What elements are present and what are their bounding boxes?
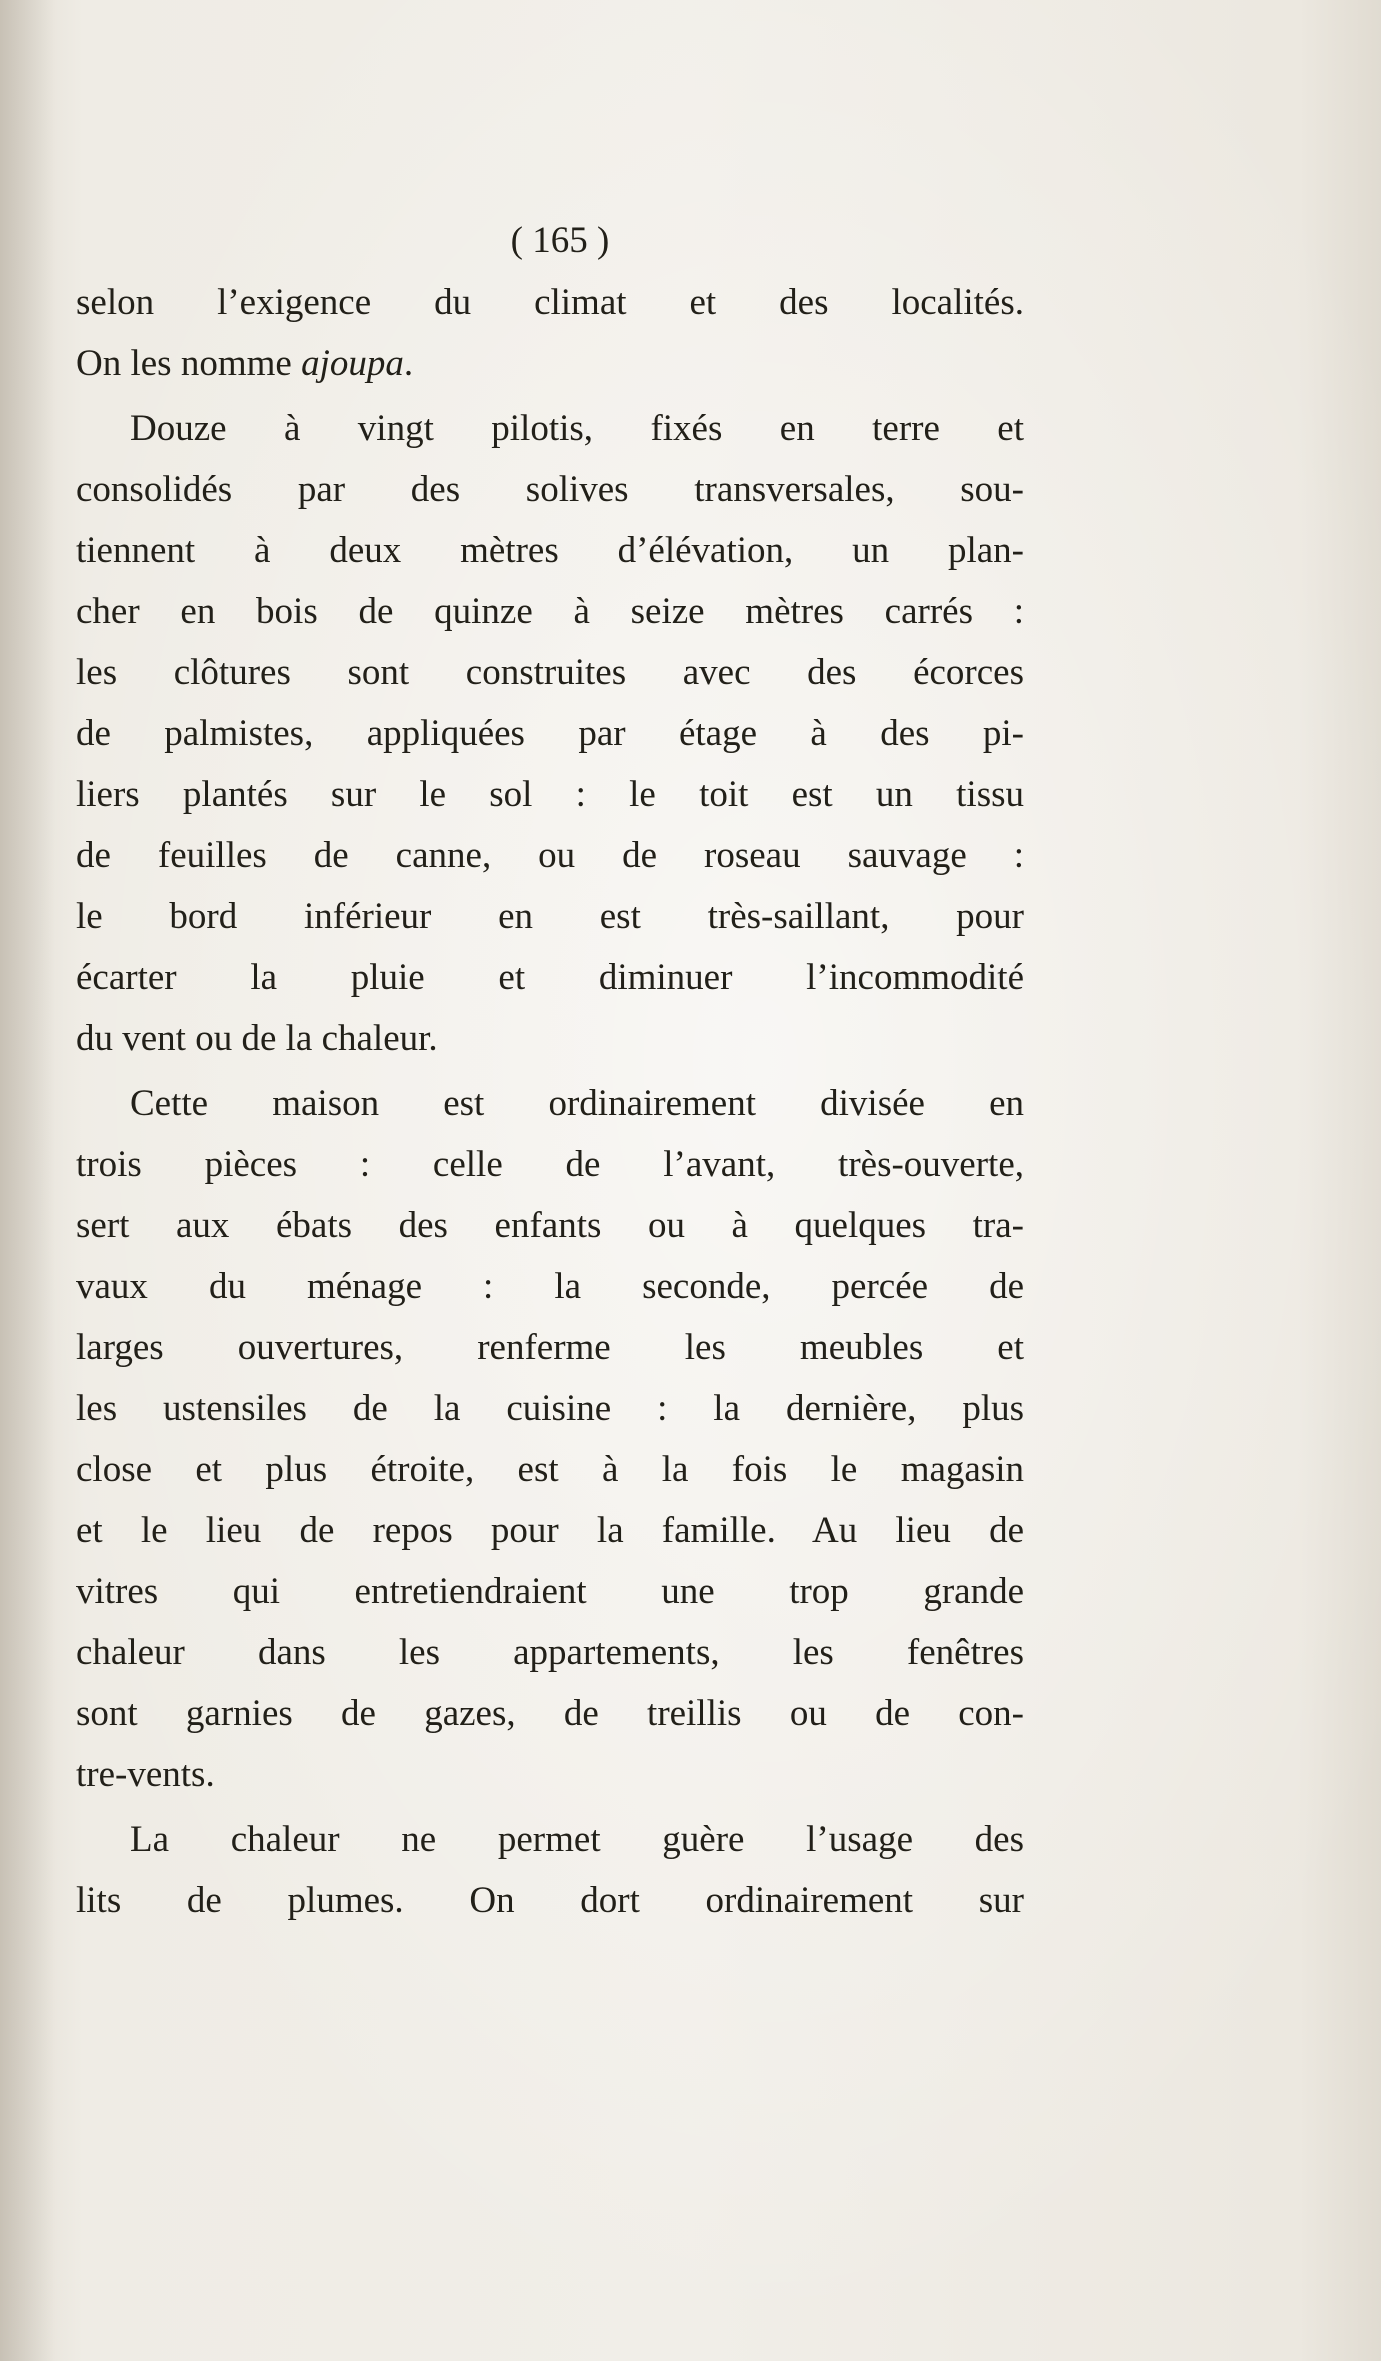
paragraph-4: [76, 1809, 1024, 1931]
text-line: cher en bois de quinze à seize mètres carrés :: [76, 591, 1024, 632]
text-line-part: On les nomme: [76, 343, 302, 384]
text-line-part: .: [403, 343, 414, 384]
text-line: de feuilles de canne, ou de roseau sauvage :: [76, 835, 1024, 876]
text-line: Douze à vingt pilotis, fixés en terre et: [130, 408, 1024, 449]
text-line: sont garnies de gazes, de treillis ou de con-: [76, 1693, 1024, 1734]
page-number: ( 165 ): [510, 220, 610, 261]
text-line: vaux du ménage : la seconde, percée de: [76, 1266, 1024, 1307]
text-line: La chaleur ne permet guère l’usage des: [130, 1819, 1024, 1860]
text-line: vitres qui entretiendraient une trop grande: [76, 1571, 1024, 1612]
text-line: du vent ou de la chaleur.: [76, 1018, 438, 1059]
text-line: close et plus étroite, est à la fois le magasin: [76, 1449, 1024, 1490]
paragraph-2: [76, 398, 1024, 1069]
text-line: lits de plumes. On dort ordinairement sur: [76, 1880, 1024, 1921]
page-gutter-shadow: [0, 0, 55, 2361]
text-line: écarter la pluie et diminuer l’incommodité: [76, 957, 1024, 998]
italic-term: ajoupa: [301, 343, 404, 384]
text-line: larges ouvertures, renferme les meubles et: [76, 1327, 1024, 1368]
text-line: liers plantés sur le sol : le toit est un tissu: [76, 774, 1024, 815]
text-line: tiennent à deux mètres d’élévation, un plan-: [76, 530, 1024, 571]
text-line: [76, 333, 1024, 394]
paragraph-1: [76, 272, 1024, 394]
text-line: les clôtures sont construites avec des écorces: [76, 652, 1024, 693]
text-line: Cette maison est ordinairement divisée en: [130, 1083, 1024, 1124]
text-line: de palmistes, appliquées par étage à des pi-: [76, 713, 1024, 754]
text-line: le bord inférieur en est très-saillant, pour: [76, 896, 1024, 937]
text-line: les ustensiles de la cuisine : la dernière, plus: [76, 1388, 1024, 1429]
text-line: sert aux ébats des enfants ou à quelques tra-: [76, 1205, 1024, 1246]
text-line: tre-vents.: [76, 1754, 215, 1795]
text-line: chaleur dans les appartements, les fenêtres: [76, 1632, 1024, 1673]
paragraph-3: [76, 1073, 1024, 1805]
text-line: consolidés par des solives transversales, sou-: [76, 469, 1024, 510]
text-line: selon l’exigence du climat et des localités.: [76, 282, 1024, 323]
text-line: et le lieu de repos pour la famille. Au lieu de: [76, 1510, 1024, 1551]
text-line: trois pièces : celle de l’avant, très-ouverte,: [76, 1144, 1024, 1185]
page-text: [76, 210, 1024, 1931]
